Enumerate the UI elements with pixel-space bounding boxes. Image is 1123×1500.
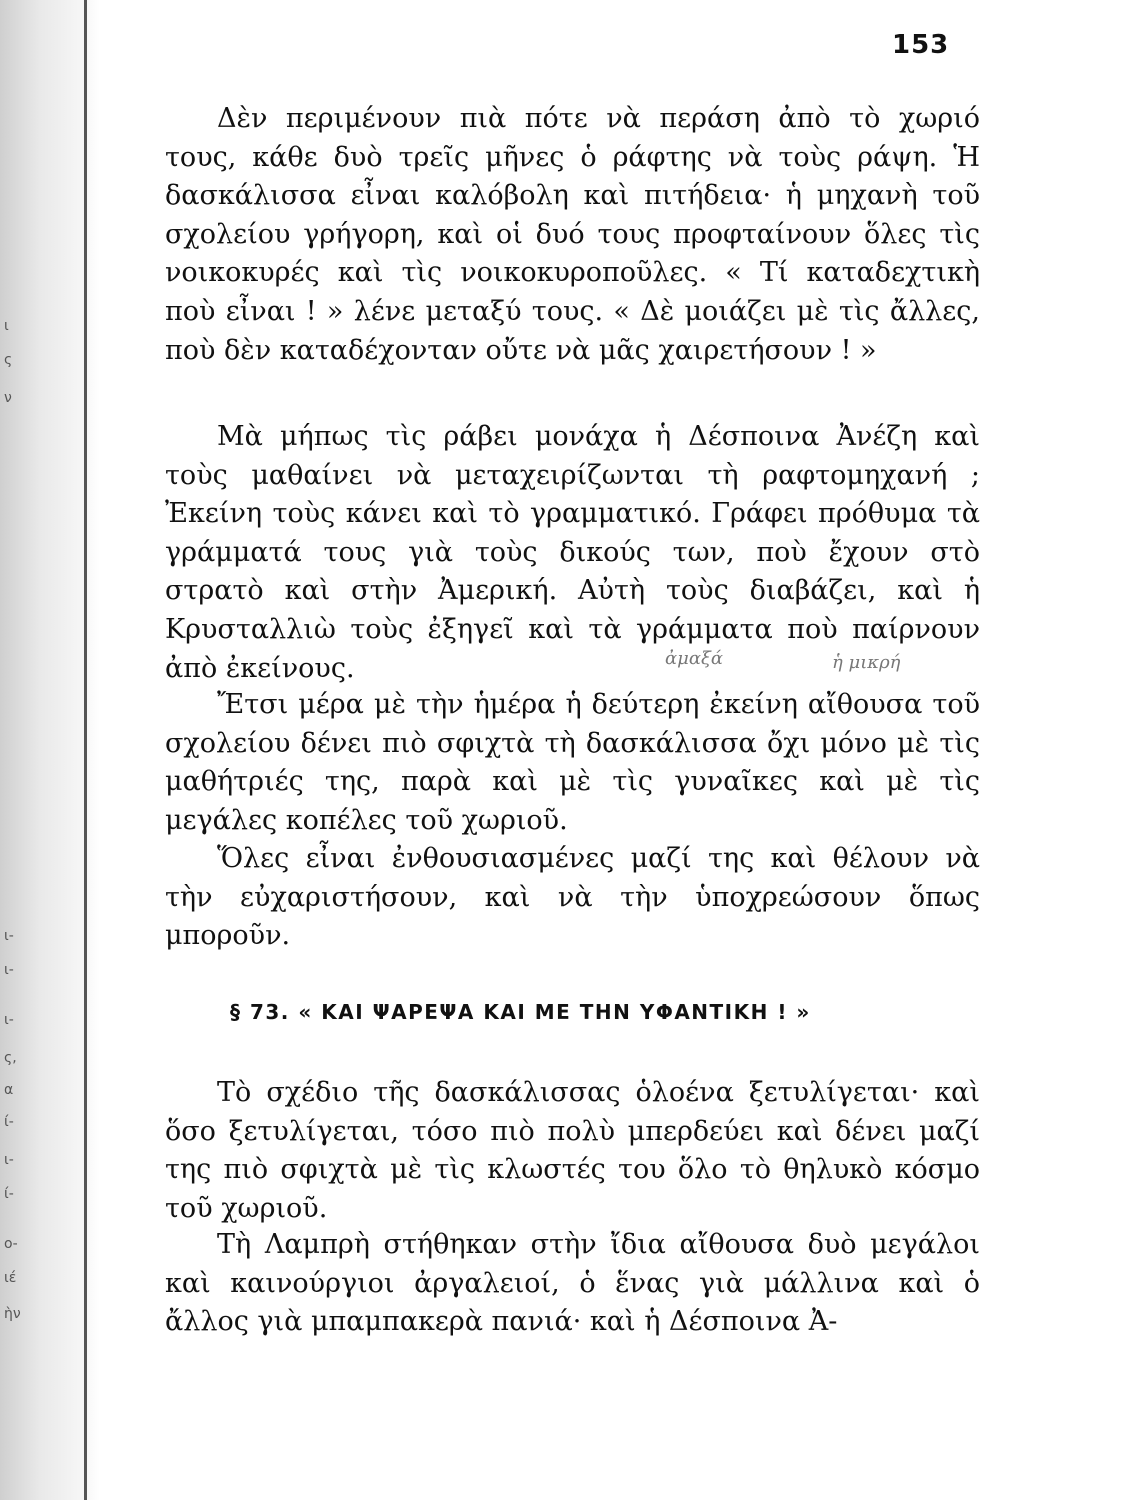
margin-fragment: ι- [4,1152,14,1168]
margin-fragment: ι- [4,962,14,978]
paragraph: Ὅλες εἶναι ἐνθουσιασμένες μαζί της καὶ θέλουν νὰ τὴν εὐχαριστήσουν, καὶ νὰ τὴν ὑποχρεώσουν ὅπως μποροῦν. [165,843,980,952]
handwritten-annotation: ἀμαξά [665,648,724,669]
paragraph: Τὴ Λαμπρὴ στήθηκαν στὴν ἴδια αἴθουσα δυὸ μεγάλοι καὶ καινούργιοι ἀργαλειοί, ὁ ἕνας γιὰ μάλλινα καὶ ὁ ἄλλος γιὰ μπαμπακερὰ πανιά· καὶ ἡ Δέσποινα Ἀ- [165,1229,980,1338]
handwritten-annotation: ἡ μικρή [832,652,901,673]
margin-fragment: ο- [4,1236,18,1252]
margin-fragment: ς, [4,1050,17,1066]
page-number: 153 [892,30,950,60]
margin-fragment: α [4,1082,14,1098]
margin-fragment: ί- [4,1114,14,1130]
margin-fragment: ι- [4,928,14,944]
paragraph: Δὲν περιμένουν πιὰ πότε νὰ περάση ἀπὸ τὸ χωριό τους, κάθε δυὸ τρεῖς μῆνες ὁ ράφτης νὰ τοὺς ράψη. Ἡ δασκάλισσα εἶναι καλόβολη καὶ πιτήδεια· ἡ μηχανὴ τοῦ σχολείου γρήγορη, καὶ οἱ δυό τους προφταίνουν ὅλες τὶς νοικοκυρές καὶ τὶς νοικοκυροποῦλες. « Τί καταδεχτικὴ ποὺ εἶναι ! » λένε μεταξύ τους. « Δὲ μοιάζει μὲ τὶς ἄλλες, ποὺ δὲν καταδέχονταν οὔτε νὰ μᾶς χαιρετήσουν ! » [165,103,980,366]
margin-fragment: ν [4,390,12,406]
margin-fragment: ι [4,318,9,334]
paragraph: Ἔτσι μέρα μὲ τὴν ἡμέρα ἡ δεύτερη ἐκείνη αἴθουσα τοῦ σχολείου δένει πιὸ σφιχτὰ τὴ δασκάλισσα ὄχι μόνο μὲ τὶς μαθήτριές της, παρὰ καὶ μὲ τὶς γυναῖκες καὶ μὲ τὶς μεγάλες κοπέλες τοῦ χωριοῦ. [165,689,980,836]
page-binding-edge [84,0,87,1500]
paragraph: Τὸ σχέδιο τῆς δασκάλισσας ὁλοένα ξετυλίγεται· καὶ ὅσο ξετυλίγεται, τόσο πιὸ πολὺ μπερδεύει καὶ δένει μαζί της πιὸ σφιχτὰ μὲ τὶς κλωστές του ὅλο τὸ θηλυκὸ κόσμο τοῦ χωριοῦ. [165,1077,980,1224]
margin-fragment: ὴν [4,1306,21,1322]
margin-fragment: ς [4,352,13,368]
section-heading: § 73. « ΚΑΙ ΨΑΡΕΨΑ ΚΑΙ ΜΕ ΤΗΝ ΥΦΑΝΤΙΚΗ ! » [230,1000,811,1024]
margin-fragment: ιέ [4,1270,17,1286]
paragraph: Μὰ μήπως τὶς ράβει μονάχα ἡ Δέσποινα Ἀνέζη καὶ τοὺς μαθαίνει νὰ μεταχειρίζωνται τὴ ραφτομηχανή ; Ἐκείνη τοὺς κάνει καὶ τὸ γραμματικό. Γράφει πρόθυμα τὰ γράμματά τους γιὰ τοὺς δικούς των, ποὺ ἔχουν στὸ στρατὸ καὶ στὴν Ἀμερική. Αὐτὴ τοὺς διαβάζει, καὶ ἡ Κρυσταλλιὼ τοὺς ἐξηγεῖ καὶ τὰ γράμματα ποὺ παίρνουν ἀπὸ ἐκείνους. [165,421,980,684]
margin-fragment: ί- [4,1186,14,1202]
margin-fragment: ι- [4,1012,14,1028]
